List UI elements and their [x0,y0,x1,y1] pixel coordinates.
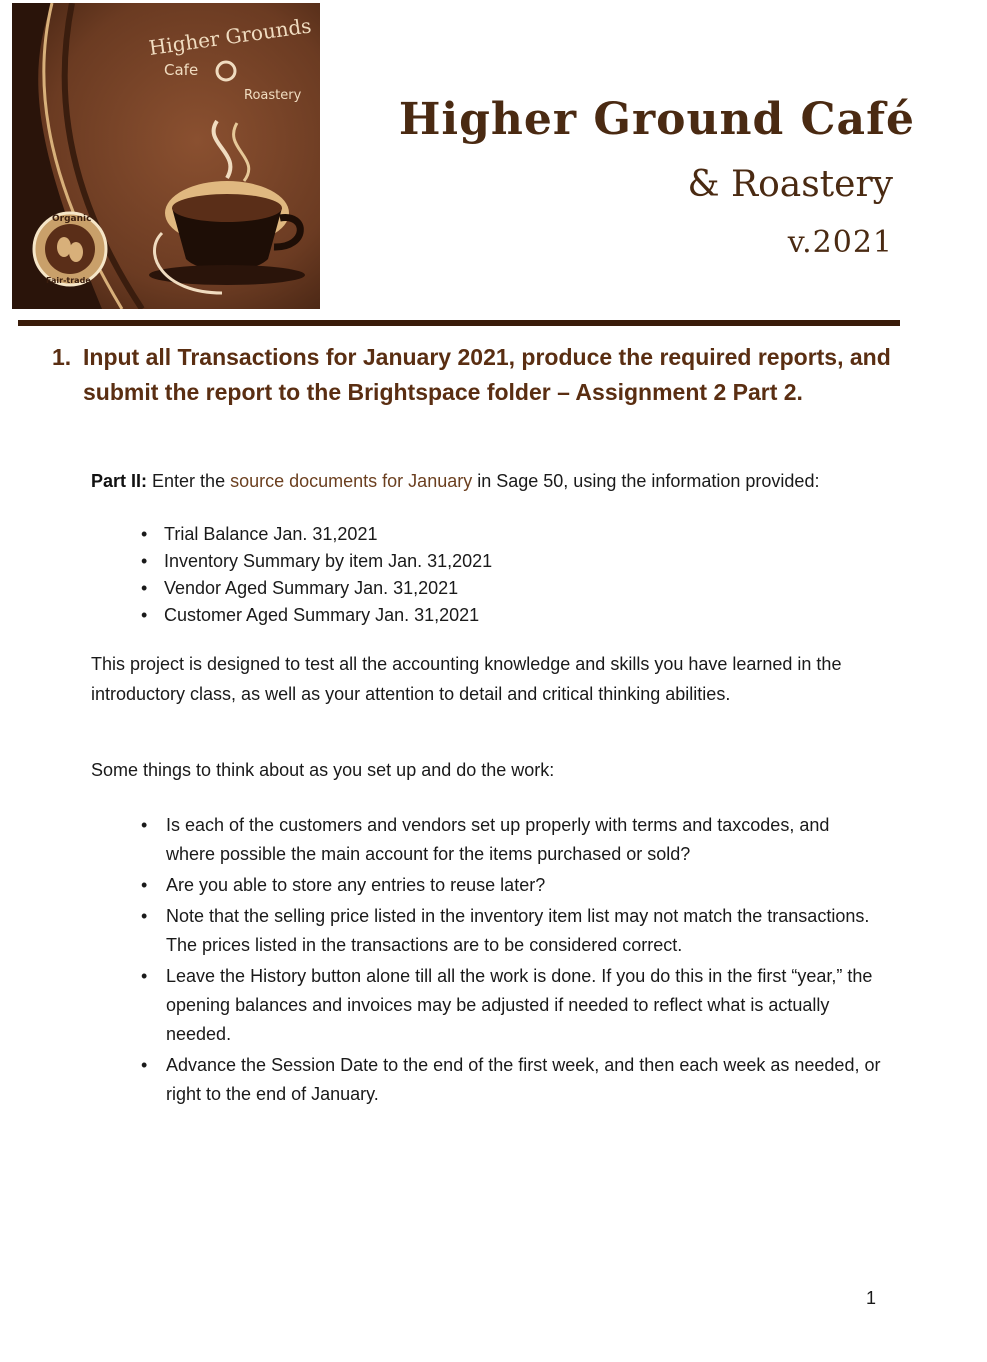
step-text: Input all Transactions for January 2021, produce the required reports, and submit the report to the Brightspace folder – Assignment 2 Part 2. [83,344,891,405]
list-item: • Inventory Summary by item Jan. 31,2021 [141,548,492,575]
list-item: • Vendor Aged Summary Jan. 31,2021 [141,575,492,602]
page-number: 1 [866,1288,877,1308]
header-divider [18,320,900,326]
seal-top-text: Organic [52,214,92,224]
list-item: • Advance the Session Date to the end of the first week, and then each week as needed, or right to the end of January. [141,1051,881,1109]
logo-cafe-text: Cafe [164,61,199,79]
part-rest: in Sage 50, using the information provided: [477,471,820,491]
list-item: • Leave the History button alone till all the work is done. If you do this in the first “year,” the opening balances and invoices may be adjusted if needed to reflect what is actually needed. [141,962,881,1049]
part-lead: Enter the [152,471,226,491]
source-documents-link[interactable]: source documents for January [230,471,473,491]
part-instructions [91,468,871,494]
cafe-logo [12,3,320,309]
step-number: 1. [52,344,72,370]
step-heading [52,340,952,410]
list-item: • Customer Aged Summary Jan. 31,2021 [141,602,492,629]
logo-roastery-text: Roastery [244,88,302,103]
project-description: This project is designed to test all the accounting knowledge and skills you have learned in the introductory class, as well as your attention to detail and critical thinking abilities. [91,654,842,704]
seal-bottom-text: Fair-trade [46,276,91,285]
tips-list [141,811,881,1111]
page-subtitle: & Roastery [687,164,893,205]
list-item: • Is each of the customers and vendors set up properly with terms and taxcodes, and where possible the main account for the items purchased or sold? [141,811,881,869]
required-reports-list [141,521,492,629]
page-title: Higher Ground Café [398,94,915,145]
part-label: Part II: [91,471,148,491]
things-intro: Some things to think about as you set up and do the work: [91,760,555,780]
list-item: • Trial Balance Jan. 31,2021 [141,521,492,548]
list-item: • Note that the selling price listed in the inventory item list may not match the transactions. The prices listed in the transactions are to be considered correct. [141,902,881,960]
version-label: v.2021 [787,225,893,260]
list-item: • Are you able to store any entries to reuse later? [141,871,881,900]
organic-seal-icon [34,213,106,285]
logo-brand-text: Higher Grounds [147,13,313,60]
